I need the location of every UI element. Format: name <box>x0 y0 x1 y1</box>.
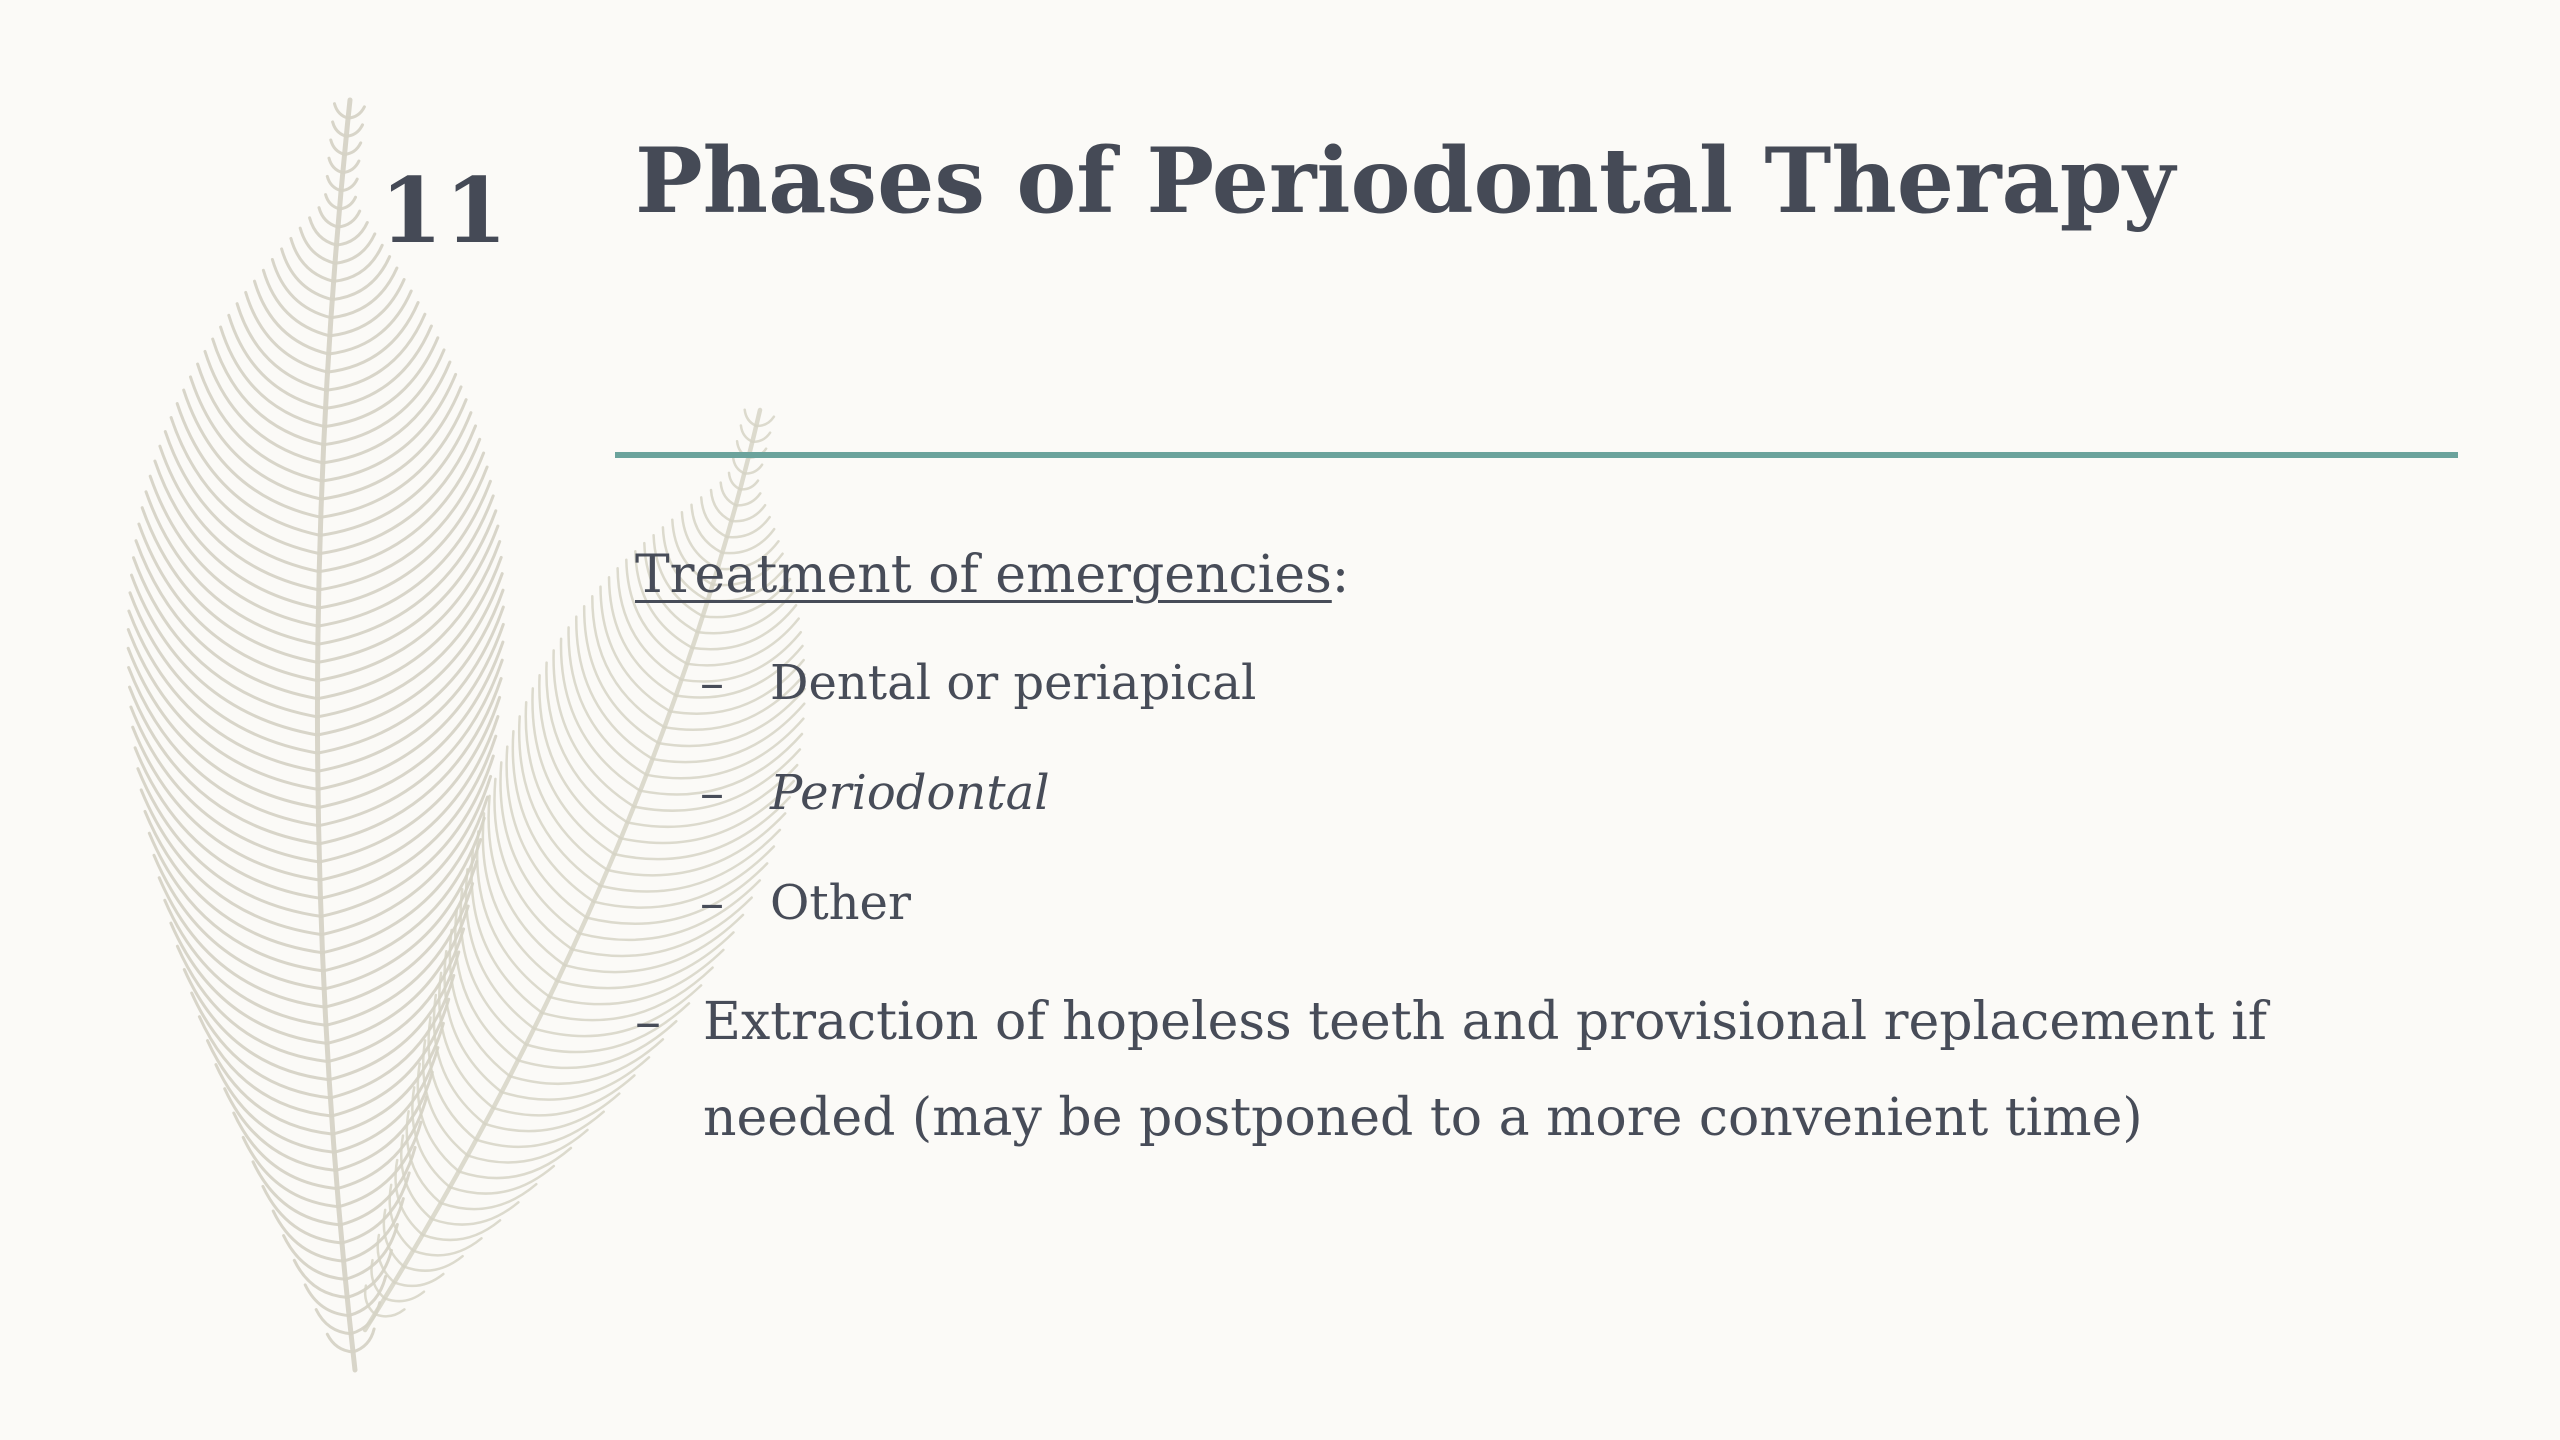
slide-title: Phases of Periodontal Therapy <box>635 128 2176 234</box>
section-heading-text: Treatment of emergencies <box>635 545 1332 605</box>
section-heading <box>635 540 2455 610</box>
sub-list-item-text: Periodontal <box>770 765 1050 821</box>
dash-bullet-icon: – <box>700 655 724 711</box>
sub-list-item-text: Other <box>770 875 911 931</box>
sub-list-item-text: Dental or periapical <box>770 655 1257 711</box>
sub-list-item <box>635 868 2455 938</box>
list-item <box>635 974 2455 1166</box>
slide-number: 11 <box>380 158 510 264</box>
section-heading-colon: : <box>1331 545 1350 605</box>
dash-bullet-icon: – <box>700 765 724 821</box>
dash-bullet-icon: – <box>700 875 724 931</box>
dash-bullet-icon: – <box>635 992 661 1052</box>
title-divider <box>615 452 2458 458</box>
slide-body <box>635 540 2455 1166</box>
sub-list-item <box>635 648 2455 718</box>
list-item-text: Extraction of hopeless teeth and provisional replacement if needed (may be postponed to a more convenient time) <box>703 992 2267 1148</box>
sub-list-item <box>635 758 2455 828</box>
